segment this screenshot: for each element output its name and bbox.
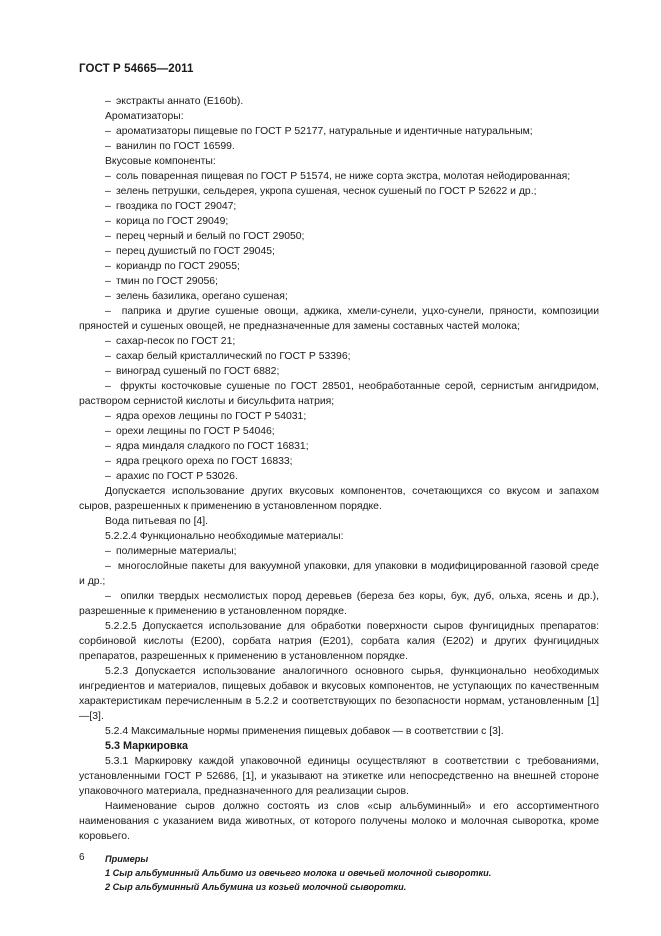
list-item-text: ядра миндаля сладкого по ГОСТ 16831; bbox=[116, 441, 309, 452]
list-item-text: арахис по ГОСТ Р 53026. bbox=[116, 471, 238, 482]
list-item-text: паприка и другие сушеные овощи, аджика, хмели-сунели, уцхо-сунели, пряности, композиции пряностей и сушеных овощей, не предназначенные для замены составных частей молока; bbox=[79, 306, 599, 332]
list-item bbox=[79, 559, 599, 589]
list-item bbox=[79, 409, 599, 424]
list-item bbox=[79, 424, 599, 439]
document-header: ГОСТ Р 54665—2011 bbox=[79, 63, 194, 75]
list-item-text: сахар-песок по ГОСТ 21; bbox=[116, 336, 236, 347]
example-item: 1 Сыр альбуминный Альбимо из овечьего молока и овечьей молочной сыворотки. bbox=[105, 868, 492, 878]
list-item bbox=[79, 334, 599, 349]
section-heading: 5.3 Маркировка bbox=[105, 740, 189, 752]
paragraph: Ароматизаторы: bbox=[105, 111, 184, 122]
list-item bbox=[79, 214, 599, 229]
list-dash: – bbox=[105, 336, 111, 347]
list-item bbox=[79, 259, 599, 274]
list-dash: – bbox=[105, 231, 111, 242]
list-item-text: перец душистый по ГОСТ 29045; bbox=[116, 246, 275, 257]
list-item-text: ядра грецкого ореха по ГОСТ 16833; bbox=[116, 456, 293, 467]
paragraph: Наименование сыров должно состоять из слов «сыр альбуминный» и его ассортиментного наименования с указанием вида животных, от которого получены молоко и молочная сыворотка, кроме коровьего. bbox=[79, 801, 599, 842]
list-item-text: ядра орехов лещины по ГОСТ Р 54031; bbox=[116, 411, 307, 422]
list-dash: – bbox=[105, 366, 111, 377]
list-item-text: гвоздика по ГОСТ 29047; bbox=[116, 201, 237, 212]
list-item bbox=[79, 199, 599, 214]
list-item bbox=[79, 289, 599, 304]
list-dash: – bbox=[105, 426, 111, 437]
list-item-text: опилки твердых несмолистых пород деревьев (береза без коры, бук, дуб, ольха, ясень и др.), разрешенные к применению в установленном порядке. bbox=[79, 591, 599, 617]
list-dash: – bbox=[105, 546, 111, 557]
list-dash: – bbox=[105, 216, 111, 227]
list-dash: – bbox=[105, 261, 111, 272]
examples-heading: Примеры bbox=[105, 854, 149, 864]
list-dash: – bbox=[105, 456, 111, 467]
list-dash: – bbox=[105, 126, 111, 137]
list-item-text: ароматизаторы пищевые по ГОСТ Р 52177, натуральные и идентичные натуральным; bbox=[116, 126, 533, 137]
page-number: 6 bbox=[79, 852, 85, 863]
paragraph: 5.2.2.5 Допускается использование для обработки поверхности сыров фунгицидных препаратов: сорбиновой кислоты (Е200), сорбата натрия (Е201), сорбата калия (Е202) и других фунгицидных препаратов, разрешенных к применению в установленном порядке. bbox=[79, 621, 599, 662]
paragraph: Вкусовые компоненты: bbox=[105, 156, 216, 167]
list-dash: – bbox=[105, 561, 118, 572]
list-item-text: орехи лещины по ГОСТ Р 54046; bbox=[116, 426, 275, 437]
list-item-text: зелень петрушки, сельдерея, укропа сушеная, чеснок сушеный по ГОСТ Р 52622 и др.; bbox=[116, 186, 537, 197]
list-item bbox=[79, 589, 599, 619]
paragraph: Допускается использование других вкусовых компонентов, сочетающихся со вкусом и запахом сыров, разрешенных к применению в установленном порядке. bbox=[79, 486, 599, 512]
list-dash: – bbox=[105, 591, 121, 602]
paragraph: 5.2.4 Максимальные нормы применения пищевых добавок — в соответствии с [3]. bbox=[105, 726, 504, 737]
list-item bbox=[79, 184, 599, 199]
list-item bbox=[79, 544, 599, 559]
list-item bbox=[79, 469, 599, 484]
list-dash: – bbox=[105, 141, 111, 152]
list-dash: – bbox=[105, 411, 111, 422]
paragraph: Вода питьевая по [4]. bbox=[105, 516, 209, 527]
list-item bbox=[79, 439, 599, 454]
list-item-text: сахар белый кристаллический по ГОСТ Р 53396; bbox=[116, 351, 351, 362]
list-dash: – bbox=[105, 171, 111, 182]
list-dash: – bbox=[105, 471, 111, 482]
list-dash: – bbox=[105, 306, 122, 317]
list-dash: – bbox=[105, 276, 111, 287]
list-item-text: тмин по ГОСТ 29056; bbox=[116, 276, 218, 287]
document-body bbox=[79, 94, 599, 894]
list-item-text: кориандр по ГОСТ 29055; bbox=[116, 261, 240, 272]
list-item-text: фрукты косточковые сушеные по ГОСТ 28501, необработанные серой, сернистым ангидридом, раствором сернистой кислоты и бисульфита натрия; bbox=[79, 381, 599, 407]
list-item bbox=[79, 94, 599, 109]
list-dash: – bbox=[105, 186, 111, 197]
list-item-text: ванилин по ГОСТ 16599. bbox=[116, 141, 235, 152]
list-item bbox=[79, 349, 599, 364]
list-item bbox=[79, 364, 599, 379]
list-dash: – bbox=[105, 96, 111, 107]
paragraph: 5.3.1 Маркировку каждой упаковочной единицы осуществляют в соответствии с требованиями, установленными ГОСТ Р 52686, [1], и указывают на этикетке или непосредственно на внешней стороне упаковочного материала, предназначенного для реализации сыров. bbox=[79, 756, 599, 797]
list-item bbox=[79, 274, 599, 289]
list-dash: – bbox=[105, 291, 111, 302]
list-item bbox=[79, 139, 599, 154]
example-item: 2 Сыр альбуминный Альбумина из козьей молочной сыворотки. bbox=[105, 882, 407, 892]
list-item-text: соль поваренная пищевая по ГОСТ Р 51574, не ниже сорта экстра, молотая нейодированная; bbox=[116, 171, 571, 182]
paragraph: 5.2.2.4 Функционально необходимые материалы: bbox=[105, 531, 344, 542]
list-item bbox=[79, 229, 599, 244]
list-item bbox=[79, 454, 599, 469]
list-item bbox=[79, 244, 599, 259]
list-dash: – bbox=[105, 441, 111, 452]
list-item-text: многослойные пакеты для вакуумной упаковки, для упаковки в модифицированной газовой среде и др.; bbox=[79, 561, 599, 587]
list-item-text: корица по ГОСТ 29049; bbox=[116, 216, 229, 227]
list-item bbox=[79, 124, 599, 139]
list-item bbox=[79, 379, 599, 409]
list-item bbox=[79, 304, 599, 334]
list-dash: – bbox=[105, 351, 111, 362]
list-dash: – bbox=[105, 381, 121, 392]
list-item bbox=[79, 169, 599, 184]
list-item-text: виноград сушеный по ГОСТ 6882; bbox=[116, 366, 280, 377]
list-item-text: полимерные материалы; bbox=[116, 546, 237, 557]
list-item-text: перец черный и белый по ГОСТ 29050; bbox=[116, 231, 305, 242]
list-item-text: экстракты аннато (Е160b). bbox=[116, 96, 244, 107]
paragraph: 5.2.3 Допускается использование аналогичного основного сырья, функционально необходимых ингредиентов и материалов, пищевых добавок и вкусовых компонентов, не уступающих по качественным характеристикам перечисленным в 5.2.2 и соответствующих по безопасности нормам, установленным [1]—[3]. bbox=[79, 666, 599, 722]
list-item-text: зелень базилика, орегано сушеная; bbox=[116, 291, 288, 302]
list-dash: – bbox=[105, 201, 111, 212]
list-dash: – bbox=[105, 246, 111, 257]
